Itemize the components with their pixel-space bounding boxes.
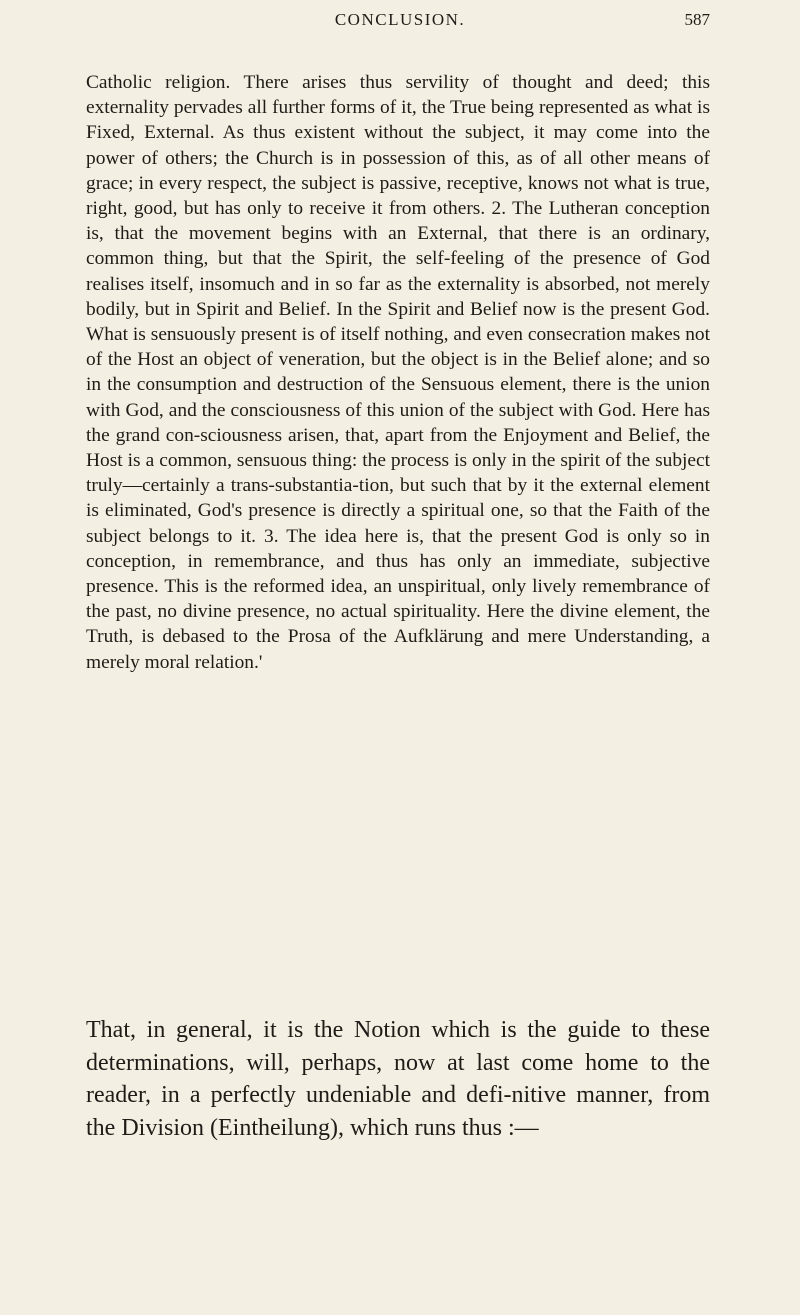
body-text: [86, 1014, 710, 1144]
running-title: CONCLUSION.: [334, 10, 466, 29]
quoted-paragraph: Catholic religion. There arises thus servility of thought and deed; this externality pervades all further forms of it, the True being represented as what is Fixed, External. As thus existent without the subject, it may come into the power of others; the Church is in possession of this, as of all other means of grace; in every respect, the subject is passive, receptive, knows not what is true, right, good, but has only to receive it from others. 2. The Lutheran conception is, that the movement begins with an External, that there is an ordinary, common thing, but that the Spirit, the self-feeling of the presence of God realises itself, insomuch and in so far as the externality is absorbed, not merely bodily, but in Spirit and Belief. In the Spirit and Belief now is the present God. What is sensuously present is of itself nothing, and even consecration makes not of the Host an object of veneration, but the object is in the Belief alone; and so in the consumption and destruction of the Sensuous element, there is the union with God, and the consciousness of this union of the subject with God. Here has the grand con-sciousness arisen, that, apart from the Enjoyment and Belief, the Host is a common, sensuous thing: the process is only in the spirit of the subject truly—certainly a trans-substantia-tion, but such that by it the external element is eliminated, God's presence is directly a spiritual one, so that the Faith of the subject belongs to it. 3. The idea here is, that the present God is only so in conception, in remembrance, and thus has only an immediate, subjective presence. This is the reformed idea, an unspiritual, only lively remembrance of the past, no divine presence, no actual spirituality. Here the divine element, the Truth, is debased to the Prosa of the Aufklärung and mere Understanding, a merely moral relation.': [86, 72, 710, 673]
quoted-passage: [86, 70, 710, 675]
page-number: 587: [684, 10, 710, 29]
running-head: [0, 8, 800, 34]
body-paragraph: That, in general, it is the Notion which is the guide to these determinations, will, perhaps, now at last come home to the reader, in a perfectly undeniable and defi-nitive manner, from the Division (Eintheilung), which runs thus :—: [86, 1017, 710, 1141]
